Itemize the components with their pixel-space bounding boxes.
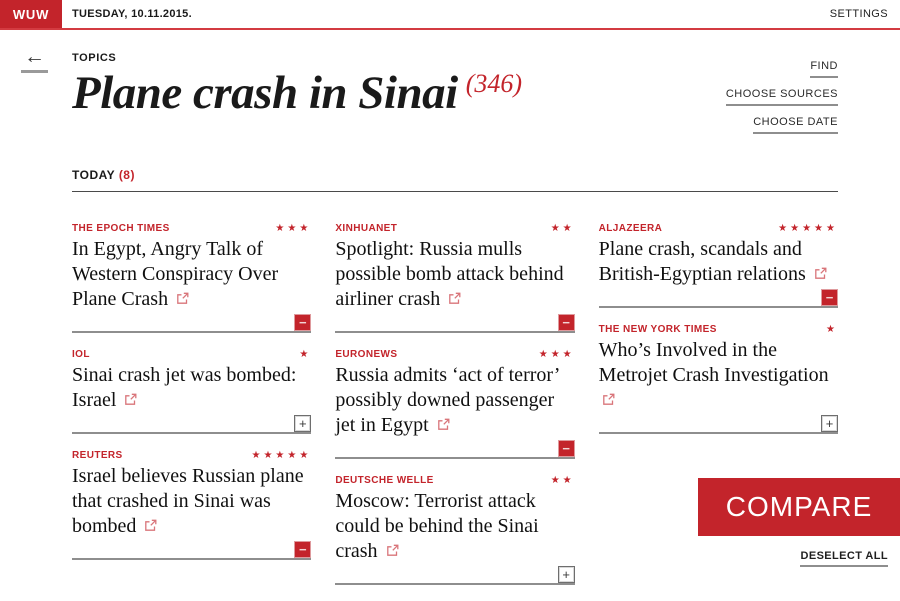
- external-link-icon[interactable]: [386, 544, 399, 557]
- article-column-3: [599, 223, 838, 450]
- external-link-icon[interactable]: [176, 292, 189, 305]
- article-card: [599, 324, 838, 434]
- article-rating-stars: ★★★: [538, 349, 575, 360]
- choose-sources-button[interactable]: CHOOSE SOURCES: [726, 88, 838, 106]
- article-rating-stars: ★★★: [275, 223, 312, 234]
- article-divider: [72, 539, 311, 560]
- article-source[interactable]: THE EPOCH TIMES: [72, 223, 170, 234]
- article-headline[interactable]: [335, 237, 574, 312]
- deselect-all-button[interactable]: DESELECT ALL: [800, 550, 888, 567]
- article-toggle-button[interactable]: +: [294, 415, 311, 432]
- article-meta: [335, 475, 574, 486]
- article-toggle-button[interactable]: −: [821, 289, 838, 306]
- top-bar: [0, 0, 900, 30]
- article-headline[interactable]: [335, 363, 574, 438]
- article-headline-text: Sinai crash jet was bombed: Israel: [72, 364, 297, 411]
- article-meta: [72, 223, 311, 234]
- article-meta: [72, 349, 311, 360]
- article-headline[interactable]: [72, 237, 311, 312]
- article-headline[interactable]: [599, 237, 838, 287]
- article-source[interactable]: IOL: [72, 349, 90, 360]
- external-link-icon[interactable]: [144, 519, 157, 532]
- article-rating-stars: ★★★★★: [778, 223, 838, 234]
- app-logo[interactable]: WUW: [0, 0, 62, 28]
- article-meta: [72, 450, 311, 461]
- article-meta: [599, 223, 838, 234]
- article-divider: [335, 564, 574, 585]
- external-link-icon[interactable]: [124, 393, 137, 406]
- section-count: (8): [118, 168, 135, 182]
- article-card: [599, 223, 838, 308]
- article-card: [72, 223, 311, 333]
- article-headline[interactable]: [72, 464, 311, 539]
- article-meta: [335, 349, 574, 360]
- article-source[interactable]: REUTERS: [72, 450, 123, 461]
- article-divider: [72, 413, 311, 434]
- topics-label: TOPICS: [72, 52, 117, 64]
- article-rating-stars: ★★: [550, 223, 575, 234]
- find-button[interactable]: FIND: [810, 60, 838, 78]
- article-toggle-button[interactable]: −: [294, 314, 311, 331]
- article-toggle-button[interactable]: −: [294, 541, 311, 558]
- article-divider: [599, 413, 838, 434]
- article-toggle-button[interactable]: −: [558, 440, 575, 457]
- article-headline-text: Spotlight: Russia mulls possible bomb attack behind airliner crash: [335, 238, 564, 310]
- article-source[interactable]: DEUTSCHE WELLE: [335, 475, 434, 486]
- external-link-icon[interactable]: [448, 292, 461, 305]
- article-card: [72, 450, 311, 560]
- article-headline[interactable]: [72, 363, 311, 413]
- article-meta: [599, 324, 838, 335]
- back-arrow-icon: ←: [24, 45, 45, 68]
- article-toggle-button[interactable]: +: [558, 566, 575, 583]
- article-headline-text: Who’s Involved in the Metrojet Crash Investigation: [598, 339, 829, 386]
- article-source[interactable]: THE NEW YORK TIMES: [598, 324, 717, 335]
- topic-controls: [726, 60, 838, 144]
- article-rating-stars: ★: [826, 324, 838, 335]
- article-divider: [335, 312, 574, 333]
- topic-title-text: Plane crash in Sinai: [72, 67, 458, 119]
- article-headline-text: Russia admits ‘act of terror’ possibly downed passenger jet in Egypt: [335, 364, 559, 436]
- compare-zone: [698, 478, 900, 567]
- article-card: [72, 349, 311, 434]
- topic-article-count: (346): [465, 69, 523, 98]
- external-link-icon[interactable]: [814, 267, 827, 280]
- article-rating-stars: ★★★★★: [251, 450, 312, 461]
- back-button[interactable]: [21, 46, 48, 73]
- article-toggle-button[interactable]: +: [821, 415, 838, 432]
- article-headline[interactable]: [335, 489, 574, 564]
- article-headline-text: Plane crash, scandals and British-Egyptian relations: [598, 238, 811, 285]
- article-source[interactable]: ALJAZEERA: [598, 223, 663, 234]
- article-headline-text: In Egypt, Angry Talk of Western Conspiracy Over Plane Crash: [72, 238, 279, 310]
- article-divider: [335, 438, 574, 459]
- article-divider: [72, 312, 311, 333]
- settings-button[interactable]: SETTINGS: [829, 8, 888, 20]
- header-date: TUESDAY, 10.11.2015.: [72, 8, 192, 20]
- article-headline-text: Moscow: Terrorist attack could be behind the Sinai crash: [335, 490, 539, 562]
- article-toggle-button[interactable]: −: [558, 314, 575, 331]
- article-headline-text: Israel believes Russian plane that crashed in Sinai was bombed: [72, 465, 304, 537]
- choose-date-button[interactable]: CHOOSE DATE: [753, 116, 838, 134]
- article-column-1: [72, 223, 311, 576]
- section-label: TODAY: [72, 168, 115, 182]
- article-rating-stars: ★: [299, 349, 312, 360]
- article-card: [335, 349, 574, 459]
- article-headline[interactable]: [599, 338, 838, 413]
- article-card: [335, 223, 574, 333]
- page-title: [72, 66, 726, 120]
- external-link-icon[interactable]: [602, 393, 615, 406]
- article-column-2: [335, 223, 574, 601]
- section-header: [72, 168, 838, 192]
- article-meta: [335, 223, 574, 234]
- external-link-icon[interactable]: [437, 418, 450, 431]
- article-rating-stars: ★★: [550, 475, 575, 486]
- title-column: [72, 46, 726, 144]
- title-row: [72, 46, 838, 144]
- article-source[interactable]: EURONEWS: [335, 349, 398, 360]
- article-divider: [599, 287, 838, 308]
- compare-button[interactable]: COMPARE: [698, 478, 900, 536]
- article-source[interactable]: XINHUANET: [335, 223, 398, 234]
- article-card: [335, 475, 574, 585]
